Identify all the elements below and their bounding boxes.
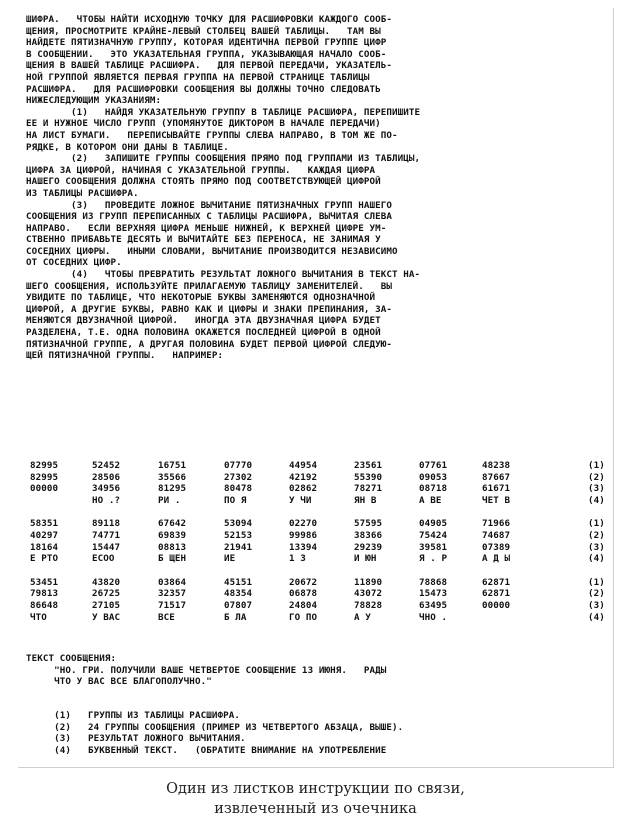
row-tag: (1) <box>588 576 605 588</box>
table-cell: ЕСОО <box>92 553 115 565</box>
table-cell: ПО Я <box>224 494 247 506</box>
legend-line: (4) БУКВЕННЫЙ ТЕКСТ. (ОБРАТИТЕ ВНИМАНИЕ НА УПОТРЕБЛЕНИЕ <box>26 744 387 756</box>
table-cell: 15447 <box>92 541 121 553</box>
instruction-line: (1) НАЙДЯ УКАЗАТЕЛЬНУЮ ГРУППУ В ТАБЛИЦЕ РАСШИФРА, ПЕРЕПИШИТЕ <box>26 106 421 118</box>
message-line: ТЕКСТ СООБЩЕНИЯ: <box>26 653 117 664</box>
instruction-line: ЩЕНИЯ В ВАШЕЙ ТАБЛИЦЕ РАСШИФРА. ДЛЯ ПЕРВОЙ ПЕРЕДАЧИ, УКАЗАТЕЛЬ- <box>26 60 393 72</box>
table-cell: 43820 <box>92 576 121 588</box>
instruction-line: СОСЕДНИХ ЦИФРЫ. ИНЫМИ СЛОВАМИ, ВЫЧИТАНИЕ ПРОИЗВОДИТСЯ НЕЗАВИСИМО <box>26 245 398 257</box>
table-cell: 08718 <box>419 483 448 495</box>
table-row <box>26 612 610 624</box>
table-row <box>26 600 610 612</box>
table-cell: 48354 <box>224 588 253 600</box>
instruction-line: ИЗ ТАБЛИЦЫ РАСШИФРА. <box>26 187 139 199</box>
instruction-line: НА ЛИСТ БУМАГИ. ПЕРЕПИСЫВАЙТЕ ГРУППЫ СЛЕВА НАПРАВО, В ТОМ ЖЕ ПО- <box>26 129 398 141</box>
table-cell: 08813 <box>158 541 187 553</box>
instruction-line: СТВЕННО ПРИБАВЬТЕ ДЕСЯТЬ И ВЫЧИТАЙТЕ БЕЗ ПЕРЕНОСА, НЕ ЗАНИМАЯ У <box>26 234 381 246</box>
caption-line-2: извлеченный из очечника <box>214 801 417 817</box>
table-cell: 1 3 <box>289 553 306 565</box>
instruction-line: ЦИФРА ЗА ЦИФРОЙ, НАЧИНАЯ С УКАЗАТЕЛЬНОЙ ГРУППЫ. КАЖДАЯ ЦИФРА <box>26 164 376 176</box>
table-cell: 62871 <box>482 576 511 588</box>
table-row <box>26 483 610 495</box>
table-cell: 61671 <box>482 483 511 495</box>
table-cell: 52153 <box>224 529 253 541</box>
instruction-sheet <box>18 8 614 768</box>
instruction-line: НАЙДЕТЕ ПЯТИЗНАЧНУЮ ГРУППУ, КОТОРАЯ ИДЕНТИЧНА ПЕРВОЙ ГРУППЕ ЦИФР <box>26 37 387 49</box>
table-cell: 09053 <box>419 471 448 483</box>
table-cell: 62871 <box>482 588 511 600</box>
table-cell: ЧНО . <box>419 611 448 623</box>
instruction-line: СООБЩЕНИЯ ИЗ ГРУПП ПЕРЕПИСАННЫХ С ТАБЛИЦЫ РАСШИФРА, ВЫЧИТАЯ СЛЕВА <box>26 211 393 223</box>
table-cell: НО .? <box>92 494 121 506</box>
row-legend <box>26 710 610 756</box>
table-cell: 78271 <box>354 483 383 495</box>
instruction-line: НАШЕГО СООБЩЕНИЯ ДОЛЖНА СТОЯТЬ ПРЯМО ПОД СООТВЕТСТВУЮЩЕЙ ЦИФРОЙ <box>26 176 381 188</box>
table-cell: 13394 <box>289 541 318 553</box>
table-cell: 69839 <box>158 529 187 541</box>
table-cell: 34956 <box>92 483 121 495</box>
block-spacer <box>26 565 610 577</box>
table-cell: 78828 <box>354 599 383 611</box>
table-cell: 63495 <box>419 599 448 611</box>
table-cell: ЧЕТ В <box>482 494 511 506</box>
table-cell: 11890 <box>354 576 383 588</box>
instruction-line: ПЯТИЗНАЧНОЙ ГРУППЕ, А ДРУГАЯ ПОЛОВИНА БУДЕТ ПЕРВОЙ ЦИФРОЙ СЛЕДУЮ- <box>26 338 393 350</box>
instruction-line: ШИФРА. ЧТОБЫ НАЙТИ ИСХОДНУЮ ТОЧКУ ДЛЯ РАСШИФРОВКИ КАЖДОГО СООБ- <box>26 14 393 25</box>
table-row <box>26 542 610 554</box>
table-cell: 20672 <box>289 576 318 588</box>
table-cell: 21941 <box>224 541 253 553</box>
row-tag: (4) <box>588 553 605 565</box>
instruction-line: В СООБЩЕНИИ. ЭТО УКАЗАТЕЛЬНАЯ ГРУППА, УКАЗЫВАЮЩАЯ НАЧАЛО СООБ- <box>26 48 387 60</box>
instruction-line: (2) ЗАПИШИТЕ ГРУППЫ СООБЩЕНИЯ ПРЯМО ПОД ГРУППАМИ ИЗ ТАБЛИЦЫ, <box>26 153 421 165</box>
table-cell: 27302 <box>224 471 253 483</box>
table-cell: 40297 <box>30 529 59 541</box>
table-cell: ГО ПО <box>289 611 318 623</box>
table-cell: 26725 <box>92 588 121 600</box>
table-cell: 79813 <box>30 588 59 600</box>
table-cell: 53451 <box>30 576 59 588</box>
table-cell: 15473 <box>419 588 448 600</box>
table-cell: У ЧИ <box>289 494 312 506</box>
table-cell: Б ЩЕН <box>158 553 187 565</box>
instruction-line: ОТ СОСЕДНИХ ЦИФР. <box>26 257 122 269</box>
table-cell: РИ . <box>158 494 181 506</box>
instruction-line: (4) ЧТОБЫ ПРЕВРАТИТЬ РЕЗУЛЬТАТ ЛОЖНОГО ВЫЧИТАНИЯ В ТЕКСТ НА- <box>26 269 421 281</box>
instruction-line: НОЙ ГРУППОЙ ЯВЛЯЕТСЯ ПЕРВАЯ ГРУППА НА ПЕРВОЙ СТРАНИЦЕ ТАБЛИЦЫ <box>26 71 370 83</box>
table-row <box>26 460 610 472</box>
table-cell: 32357 <box>158 588 187 600</box>
table-row <box>26 495 610 507</box>
instruction-line: ШЕГО СООБЩЕНИЯ, ИСПОЛЬЗУЙТЕ ПРИЛАГАЕМУЮ ТАБЛИЦУ ЗАМЕНИТЕЛЕЙ. ВЫ <box>26 280 393 292</box>
table-cell: 81295 <box>158 483 187 495</box>
table-cell: 74771 <box>92 529 121 541</box>
table-cell: 07761 <box>419 460 448 471</box>
table-cell: А Д Ы <box>482 553 511 565</box>
table-cell: 71966 <box>482 518 511 530</box>
table-cell: 16751 <box>158 460 187 471</box>
table-cell: 44954 <box>289 460 318 471</box>
table-cell: 99986 <box>289 529 318 541</box>
table-cell: 24804 <box>289 599 318 611</box>
table-cell: 80478 <box>224 483 253 495</box>
instruction-line: РАСШИФРА. ДЛЯ РАСШИФРОВКИ СООБЩЕНИЯ ВЫ ДОЛЖНЫ ТОЧНО СЛЕДОВАТЬ <box>26 83 381 95</box>
photo-caption <box>0 779 631 819</box>
table-cell: 28506 <box>92 471 121 483</box>
table-cell: 29239 <box>354 541 383 553</box>
table-cell: 18164 <box>30 541 59 553</box>
instruction-line: МЕНЯЮТСЯ ДВУЗНАЧНОЙ ЦИФРОЙ. ИНОГДА ЭТА ДВУЗНАЧНАЯ ЦИФРА БУДЕТ <box>26 315 381 327</box>
table-cell: 82995 <box>30 460 59 471</box>
table-cell: 03864 <box>158 576 187 588</box>
table-cell: 27105 <box>92 599 121 611</box>
table-cell: 02862 <box>289 483 318 495</box>
table-cell: 52452 <box>92 460 121 471</box>
table-row <box>26 588 610 600</box>
row-tag: (4) <box>588 611 605 623</box>
row-tag: (2) <box>588 471 605 483</box>
table-cell: 00000 <box>30 483 59 495</box>
table-cell: 45151 <box>224 576 253 588</box>
table-cell: 53094 <box>224 518 253 530</box>
table-cell: 71517 <box>158 599 187 611</box>
instruction-line: ЩЕЙ ПЯТИЗНАЧНОЙ ГРУППЫ. НАПРИМЕР: <box>26 350 224 362</box>
table-cell: 42192 <box>289 471 318 483</box>
instruction-line: УВИДИТЕ ПО ТАБЛИЦЕ, ЧТО НЕКОТОРЫЕ БУКВЫ ЗАМЕНЯЮТСЯ ОДНОЗНАЧНОЙ <box>26 292 376 304</box>
row-tag: (3) <box>588 483 605 495</box>
table-row <box>26 518 610 530</box>
legend-line: (3) РЕЗУЛЬТАТ ЛОЖНОГО ВЫЧИТАНИЯ. <box>26 733 246 745</box>
row-tag: (3) <box>588 599 605 611</box>
table-cell: 82995 <box>30 471 59 483</box>
table-cell: 89118 <box>92 518 121 530</box>
table-cell: 23561 <box>354 460 383 471</box>
table-cell: 39581 <box>419 541 448 553</box>
table-cell: 74687 <box>482 529 511 541</box>
instruction-line: ЩЕНИЯ, ПРОСМОТРИТЕ КРАЙНЕ-ЛЕВЫЙ СТОЛБЕЦ ВАШЕЙ ТАБЛИЦЫ. ТАМ ВЫ <box>26 25 381 37</box>
table-cell: 67642 <box>158 518 187 530</box>
instruction-line: (3) ПРОВЕДИТЕ ЛОЖНОЕ ВЫЧИТАНИЕ ПЯТИЗНАЧНЫХ ГРУПП НАШЕГО <box>26 199 393 211</box>
table-cell: ВСЕ <box>158 611 175 623</box>
table-row <box>26 553 610 565</box>
table-cell: Б ЛА <box>224 611 247 623</box>
table-cell: 04905 <box>419 518 448 530</box>
table-cell: 07770 <box>224 460 253 471</box>
legend-line: (1) ГРУППЫ ИЗ ТАБЛИЦЫ РАСШИФРА. <box>26 710 240 721</box>
table-cell: ЧТО <box>30 611 47 623</box>
table-cell: 38366 <box>354 529 383 541</box>
row-tag: (2) <box>588 588 605 600</box>
table-cell: 43072 <box>354 588 383 600</box>
row-tag: (2) <box>588 529 605 541</box>
table-cell: И ЮН <box>354 553 377 565</box>
table-cell: 07389 <box>482 541 511 553</box>
table-cell: 58351 <box>30 518 59 530</box>
instruction-paragraphs <box>26 14 610 362</box>
instruction-line: ЕЕ И НУЖНОЕ ЧИСЛО ГРУПП (УПОМЯНУТОЕ ДИКТОРОМ В НАЧАЛЕ ПЕРЕДАЧИ) <box>26 118 381 130</box>
table-row <box>26 577 610 589</box>
instruction-line: НАПРАВО. ЕСЛИ ВЕРХНЯЯ ЦИФРА МЕНЬШЕ НИЖНЕЙ, К ВЕРХНЕЙ ЦИФРЕ УМ- <box>26 222 387 234</box>
table-cell: 35566 <box>158 471 187 483</box>
table-cell: 00000 <box>482 599 511 611</box>
row-tag: (4) <box>588 494 605 506</box>
message-line: "НО. ГРИ. ПОЛУЧИЛИ ВАШЕ ЧЕТВЕРТОЕ СООБЩЕНИЕ 13 ИЮНЯ. РАДЫ <box>26 664 387 676</box>
table-cell: У ВАС <box>92 611 121 623</box>
table-cell: 78868 <box>419 576 448 588</box>
table-row <box>26 472 610 484</box>
table-cell: А ВЕ <box>419 494 442 506</box>
table-cell: Я . Р <box>419 553 448 565</box>
message-line: ЧТО У ВАС ВСЕ БЛАГОПОЛУЧНО." <box>26 676 212 688</box>
block-spacer <box>26 506 610 518</box>
table-cell: 87667 <box>482 471 511 483</box>
instruction-line: НИЖЕСЛЕДУЮЩИМ УКАЗАНИЯМ: <box>26 95 162 107</box>
table-cell: Е РТО <box>30 553 59 565</box>
instruction-line: РЯДКЕ, В КОТОРОМ ОНИ ДАНЫ В ТАБЛИЦЕ. <box>26 141 229 153</box>
row-tag: (3) <box>588 541 605 553</box>
table-cell: ИЕ <box>224 553 236 565</box>
row-tag: (1) <box>588 460 605 471</box>
table-cell: 57595 <box>354 518 383 530</box>
instruction-line: РАЗДЕЛЕНА, Т.Е. ОДНА ПОЛОВИНА ОКАЖЕТСЯ ПОСЛЕДНЕЙ ЦИФРОЙ В ОДНОЙ <box>26 327 381 339</box>
caption-line-1: Один из листков инструкции по связи, <box>166 781 465 797</box>
instruction-line: ЦИФРОЙ, А ДРУГИЕ БУКВЫ, РАВНО КАК И ЦИФРЫ И ЗНАКИ ПРЕПИНАНИЯ, ЗА- <box>26 303 393 315</box>
table-cell: 75424 <box>419 529 448 541</box>
table-cell: 55390 <box>354 471 383 483</box>
row-tag: (1) <box>588 518 605 530</box>
table-cell: 06878 <box>289 588 318 600</box>
table-cell: 07807 <box>224 599 253 611</box>
table-cell: 02270 <box>289 518 318 530</box>
table-cell: 86648 <box>30 599 59 611</box>
decoding-example-table <box>26 460 610 623</box>
table-cell: 48238 <box>482 460 511 471</box>
table-row <box>26 530 610 542</box>
legend-line: (2) 24 ГРУППЫ СООБЩЕНИЯ (ПРИМЕР ИЗ ЧЕТВЕРТОГО АБЗАЦА, ВЫШЕ). <box>26 721 404 733</box>
table-cell: ЯН В <box>354 494 377 506</box>
message-text-block <box>26 653 610 688</box>
table-cell: А У <box>354 611 371 623</box>
